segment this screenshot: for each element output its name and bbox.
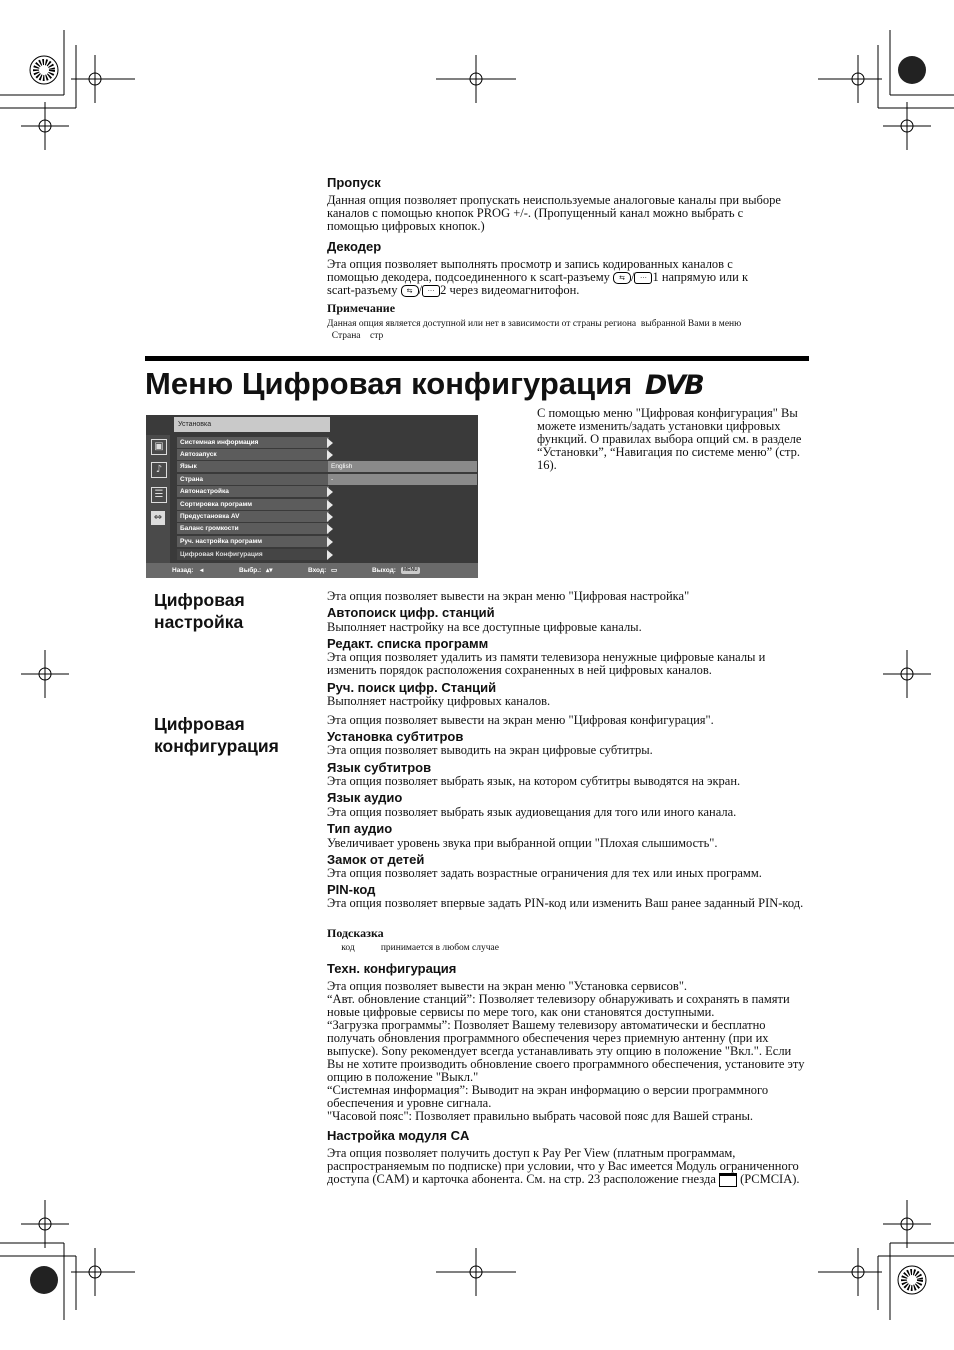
subtitle-setup-text: Эта опция позволяет выводить на экран цифровые субтитры. (327, 743, 653, 757)
menu-item-volume-balance[interactable]: Баланс громкости (177, 523, 329, 534)
decoder-line3a: scart-разъему (327, 283, 398, 298)
decoder-text (327, 258, 812, 297)
hint-heading: Подсказка (327, 926, 384, 940)
decoder-line3b: 2 через видеомагнитофон. (440, 283, 580, 298)
footer-select: Выбр.: (239, 567, 262, 574)
decoder-line1: Эта опция позволяет выполнять просмотр и запись кодированных каналов с (327, 257, 733, 271)
subtitle-lang-title: Язык субтитров (327, 760, 432, 775)
settings-menu-screenshot (146, 415, 478, 578)
pin-code-text: Эта опция позволяет впервые задать PIN-код или изменить Ваш ранее заданный PIN-код. (327, 896, 804, 910)
pcmcia-slot-icon (719, 1173, 737, 1187)
menu-footer (146, 563, 478, 578)
arrow-right-icon (327, 512, 333, 522)
edit-list-title: Редакт. списка программ (327, 636, 489, 651)
decoder-line2: помощью декодера, подсоединенного к scart-разъему ⇆ / ··· 1 напрямую или к (327, 270, 749, 284)
language-value: English (328, 461, 477, 472)
subtitle-setup-title: Установка субтитров (327, 729, 464, 744)
sound-icon: ♪ (151, 462, 167, 478)
decoder-line2a: помощью декодера, подсоединенного к scart-разъему (327, 270, 610, 284)
cam-setup-text (327, 1147, 807, 1187)
edit-list-text: Эта опция позволяет удалить из памяти телевизора ненужные цифровые каналы и изменить порядок расположения сохраненных в ней цифровых каналов. (327, 650, 766, 677)
scart-in-icon: ⇆ (613, 272, 631, 284)
country-value: - (328, 474, 477, 485)
menu-item-system-info[interactable]: Системная информация (177, 437, 329, 448)
arrow-right-icon (327, 438, 333, 448)
menu-item-autostart[interactable]: Автозапуск (177, 449, 329, 460)
auto-search-text: Выполняет настройку на все доступные цифровые каналы. (327, 620, 642, 634)
menu-item-country[interactable]: Страна (177, 474, 329, 485)
menu-item-sort-programs[interactable]: Сортировка программ (177, 499, 329, 510)
decoder-line3: scart-разъему ⇆ / ··· 2 через видеомагнитофон. (327, 283, 580, 298)
manual-search-title: Руч. поиск цифр. Станций (327, 680, 497, 695)
audio-type-title: Тип аудио (327, 821, 393, 836)
title-rule (145, 356, 809, 361)
skip-heading: Пропуск (327, 175, 381, 190)
digital-setup-heading-line2: настройка (154, 612, 244, 632)
scart-in-icon: ⇆ (401, 285, 419, 297)
arrow-right-icon (327, 550, 333, 560)
audio-lang-title: Язык аудио (327, 790, 403, 805)
dvb-logo: DVB (644, 370, 703, 401)
audio-type-text: Увеличивает уровень звука при выбранной опции "Плохая слышимость". (327, 836, 718, 850)
footer-enter: Вход: (308, 567, 327, 574)
menu-item-av-preset[interactable]: Предустановка AV (177, 511, 329, 522)
intro-text: С помощью меню "Цифровая конфигурация" Вы можете изменить/задать установки цифровых функций. О правилах выбора опций см. в разделе “Установки”, “Навигация по системе меню” (стр. 16). (537, 406, 802, 472)
menu-item-digital-config[interactable]: Цифровая Конфигурация (177, 549, 329, 560)
up-down-icon: ▴▾ (266, 567, 273, 574)
setup-icon: ⇔ (151, 511, 165, 525)
tech-config-title: Техн. конфигурация (327, 961, 457, 976)
menu-item-autotune[interactable]: Автонастройка (177, 486, 329, 497)
pin-code-title: PIN-код (327, 882, 376, 897)
subtitle-lang-text: Эта опция позволяет выбрать язык, на котором субтитры выводятся на экран. (327, 774, 741, 788)
auto-search-title: Автопоиск цифр. станций (327, 605, 495, 620)
digital-setup-heading (154, 589, 245, 633)
digital-config-heading-line2: конфигурация (154, 736, 279, 756)
cam-text-end: (PCMCIA). (737, 1172, 800, 1186)
footer-back: Назад: (172, 567, 194, 574)
cam-setup-title: Настройка модуля CA (327, 1128, 470, 1143)
digital-setup-heading-line1: Цифровая (154, 590, 245, 610)
scart-socket-icon: ··· (634, 272, 652, 284)
tech-config-text: Эта опция позволяет вывести на экран меню "Установка сервисов". “Авт. обновление станций”: Позволяет телевизору обнаруживать и сохранять в памяти новые цифровые сервисы по мере того, как они становятся доступными. “Загрузка программы”: Позволяет Вашему телевизору автоматически и бесплатно получать обновления программного обеспечения через приемную антенну (при их выпуске). Sony рекомендует всегда устанавливать эту опцию в положение "Вкл.". Если Вы не хотите производить обновление своего программного обеспечения, установите эту опцию в положение "Выкл." “Системная информация”: Выводит на экран информацию о версии программного обеспечения и уровне сигнала. "Часовой пояс": Позволяет правильно выбрать часовой пояс для Вашей страны. (327, 979, 805, 1123)
ok-icon: ▭ (331, 567, 338, 574)
note-text (327, 318, 817, 342)
menu-item-language[interactable]: Язык (177, 461, 329, 472)
audio-lang-text: Эта опция позволяет выбрать язык аудиовещания для того или иного канала. (327, 805, 737, 819)
arrow-right-icon (327, 487, 333, 497)
digital-setup-intro: Эта опция позволяет вывести на экран меню "Цифровая настройка" (327, 589, 690, 603)
skip-text: Данная опция позволяет пропускать неиспользуемые аналоговые каналы при выборе каналов с помощью кнопок PROG +/-. (Пропущенный канал можно выбрать с помощью цифровых кнопок.) (327, 193, 781, 233)
note-line2: Страна стр (327, 331, 384, 341)
manual-search-text: Выполняет настройку цифровых каналов. (327, 694, 551, 708)
picture-icon: ▣ (151, 439, 167, 455)
arrow-right-icon (327, 537, 333, 547)
note-line1: Данная опция является доступной или нет в зависимости от страны региона выбранной Вами в меню (327, 319, 742, 329)
arrow-right-icon (327, 524, 333, 534)
digital-config-heading-line1: Цифровая (154, 714, 245, 734)
cam-text-main: Эта опция позволяет получить доступ к Pay Per View (платным программам, распространяемым по подписке) при условии, что у Вас имеется Модуль ограниченного доступа (CAM) и карточка абонента. См. на стр. 23 расположение гнезда (327, 1146, 799, 1186)
features-icon: ☰ (151, 487, 167, 503)
menu-key-icon: MENU (403, 567, 418, 573)
scart-socket-icon: ··· (422, 285, 440, 297)
footer-exit: Выход: (372, 567, 396, 574)
note-heading: Примечание (327, 301, 396, 315)
arrow-right-icon (327, 450, 333, 460)
child-lock-title: Замок от детей (327, 852, 425, 867)
hint-text: код принимается в любом случае (327, 943, 499, 953)
back-icon: ◂ (200, 567, 204, 574)
child-lock-text: Эта опция позволяет задать возрастные ограничения для тех или иных программ. (327, 866, 762, 880)
arrow-right-icon (327, 500, 333, 510)
decoder-heading: Декодер (327, 239, 382, 254)
digital-config-heading (154, 713, 279, 757)
page-title (145, 364, 703, 406)
digital-config-intro: Эта опция позволяет вывести на экран меню "Цифровая конфигурация". (327, 713, 714, 727)
decoder-line2b: 1 напрямую или к (652, 270, 749, 284)
menu-item-manual-tuning[interactable]: Руч. настройка программ (177, 536, 329, 547)
menu-title: Установка (174, 417, 330, 432)
page-title-text: Меню Цифровая конфигурация (145, 366, 633, 401)
